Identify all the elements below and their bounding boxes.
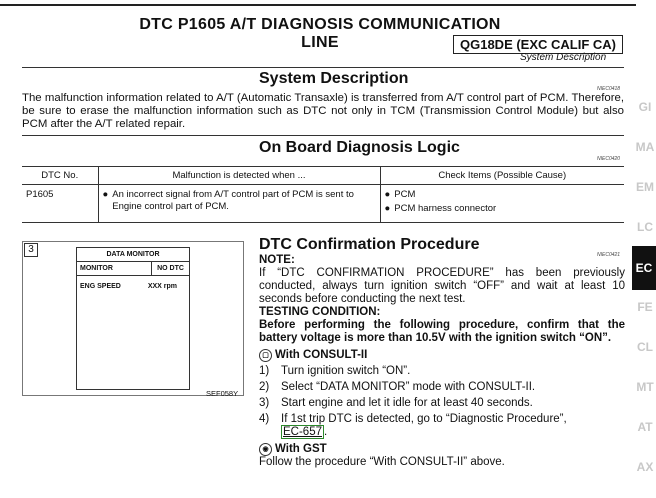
- system-description-heading: System Description: [259, 70, 409, 87]
- model-badge: QG18DE (EXC CALIF CA): [453, 35, 623, 54]
- tab-em[interactable]: EM: [636, 180, 654, 194]
- tab-fe[interactable]: FE: [637, 300, 653, 314]
- note-label: NOTE:: [259, 254, 295, 266]
- data-monitor-item: [77, 276, 189, 290]
- confirmation-heading: DTC Confirmation Procedure: [259, 236, 480, 253]
- section-divider: [22, 67, 624, 68]
- gst-label: With GST: [275, 443, 327, 455]
- gst-subheading: [259, 443, 625, 456]
- step-text: If 1st trip DTC is detected, go to “Diagnostic Procedure”,: [281, 413, 567, 425]
- dtc-table: [22, 166, 624, 223]
- tab-gi[interactable]: GI: [638, 100, 652, 114]
- testing-condition-text: Before performing the following procedure, confirm that the battery voltage is more than 10.5V with the ignition switch “ON”.: [259, 319, 625, 344]
- monitor-label: MONITOR: [80, 265, 113, 272]
- gst-text: Follow the procedure “With CONSULT-II” above.: [259, 456, 505, 468]
- step-number: 4): [259, 413, 270, 425]
- data-monitor-screen: [76, 247, 190, 390]
- bullet-icon: ●: [102, 189, 109, 200]
- bullet-icon: ●: [384, 203, 391, 214]
- eng-speed-label: ENG SPEED: [80, 283, 121, 290]
- section-code: NIEC0421: [597, 252, 621, 258]
- title-line-1: DTC P1605 A/T DIAGNOSIS COMMUNICATION: [139, 16, 501, 33]
- step-number: 3): [259, 397, 270, 409]
- data-monitor-title: DATA MONITOR: [77, 248, 189, 262]
- ec-657-link[interactable]: EC-657: [283, 426, 322, 438]
- column-header: Check Items (Possible Cause): [380, 167, 624, 185]
- table-header-row: [22, 167, 624, 185]
- tab-at[interactable]: AT: [637, 420, 653, 434]
- malfunction-text: An incorrect signal from A/T control part of PCM is sent to Engine control part of PCM.: [112, 189, 354, 212]
- subsection-label: System Description: [520, 52, 607, 63]
- bullet-icon: ●: [384, 189, 391, 200]
- list-item: [259, 397, 625, 410]
- column-header: Malfunction is detected when ...: [98, 167, 380, 185]
- check-item: PCM: [394, 189, 416, 200]
- column-header: DTC No.: [22, 167, 98, 185]
- tab-ec[interactable]: EC: [632, 246, 656, 290]
- figure-number: 3: [24, 243, 38, 257]
- step-number: 1): [259, 365, 270, 377]
- tab-cl[interactable]: CL: [637, 340, 653, 354]
- top-rule: [0, 4, 636, 6]
- section-code: NIEC0418: [597, 86, 621, 92]
- tab-lc[interactable]: LC: [637, 220, 653, 234]
- obd-logic-heading: On Board Diagnosis Logic: [259, 139, 460, 156]
- section-code: NIEC0420: [597, 156, 621, 162]
- list-item: [259, 381, 625, 394]
- check-items-cell: [380, 185, 624, 223]
- eng-speed-value: XXX rpm: [147, 283, 177, 290]
- list-item: [259, 365, 625, 378]
- tab-ma[interactable]: MA: [635, 140, 655, 154]
- step-number: 2): [259, 381, 270, 393]
- tab-ax[interactable]: AX: [636, 460, 654, 474]
- step-text: Select “DATA MONITOR” mode with CONSULT-II.: [281, 381, 536, 393]
- step-text: Start engine and let it idle for at least 40 seconds.: [281, 397, 533, 409]
- list-item: 4) If 1st trip DTC is detected, go to “Diagnostic Procedure”, EC-657 .: [259, 413, 567, 438]
- check-item: PCM harness connector: [394, 203, 497, 214]
- no-dtc-label: NO DTC: [151, 262, 189, 275]
- malfunction-cell: [98, 185, 380, 223]
- consult-label: With CONSULT-II: [275, 349, 368, 361]
- figure-code: SEF058Y: [206, 389, 239, 398]
- tab-mt[interactable]: MT: [636, 380, 654, 394]
- system-description-text: The malfunction information related to A/T (Automatic Transaxle) is transferred from A/T control part of PCM. Therefore, be sure to erase the malfunction information such as DTC not only in TCM (Transmission Control Module) but also PCM after the A/T related repair.: [22, 92, 624, 130]
- note-text: If “DTC CONFIRMATION PROCEDURE” has been previously conducted, always turn ignition switch “OFF” and wait at least 10 seconds before conducting the next test.: [259, 267, 625, 305]
- gst-tool-icon: ◉: [259, 443, 272, 456]
- data-monitor-header: [77, 262, 189, 276]
- section-divider: [22, 135, 624, 136]
- step-text: Turn ignition switch “ON”.: [281, 365, 411, 377]
- title-line-2: LINE: [301, 34, 339, 51]
- consult-subheading: [259, 349, 625, 362]
- consult-tool-icon: ▢: [259, 349, 272, 362]
- table-row: [22, 185, 624, 223]
- confirmation-procedure: [259, 254, 625, 469]
- testing-condition-label: TESTING CONDITION:: [259, 306, 381, 318]
- dtc-code-cell: P1605: [22, 185, 98, 223]
- section-index-tabs: [632, 0, 656, 498]
